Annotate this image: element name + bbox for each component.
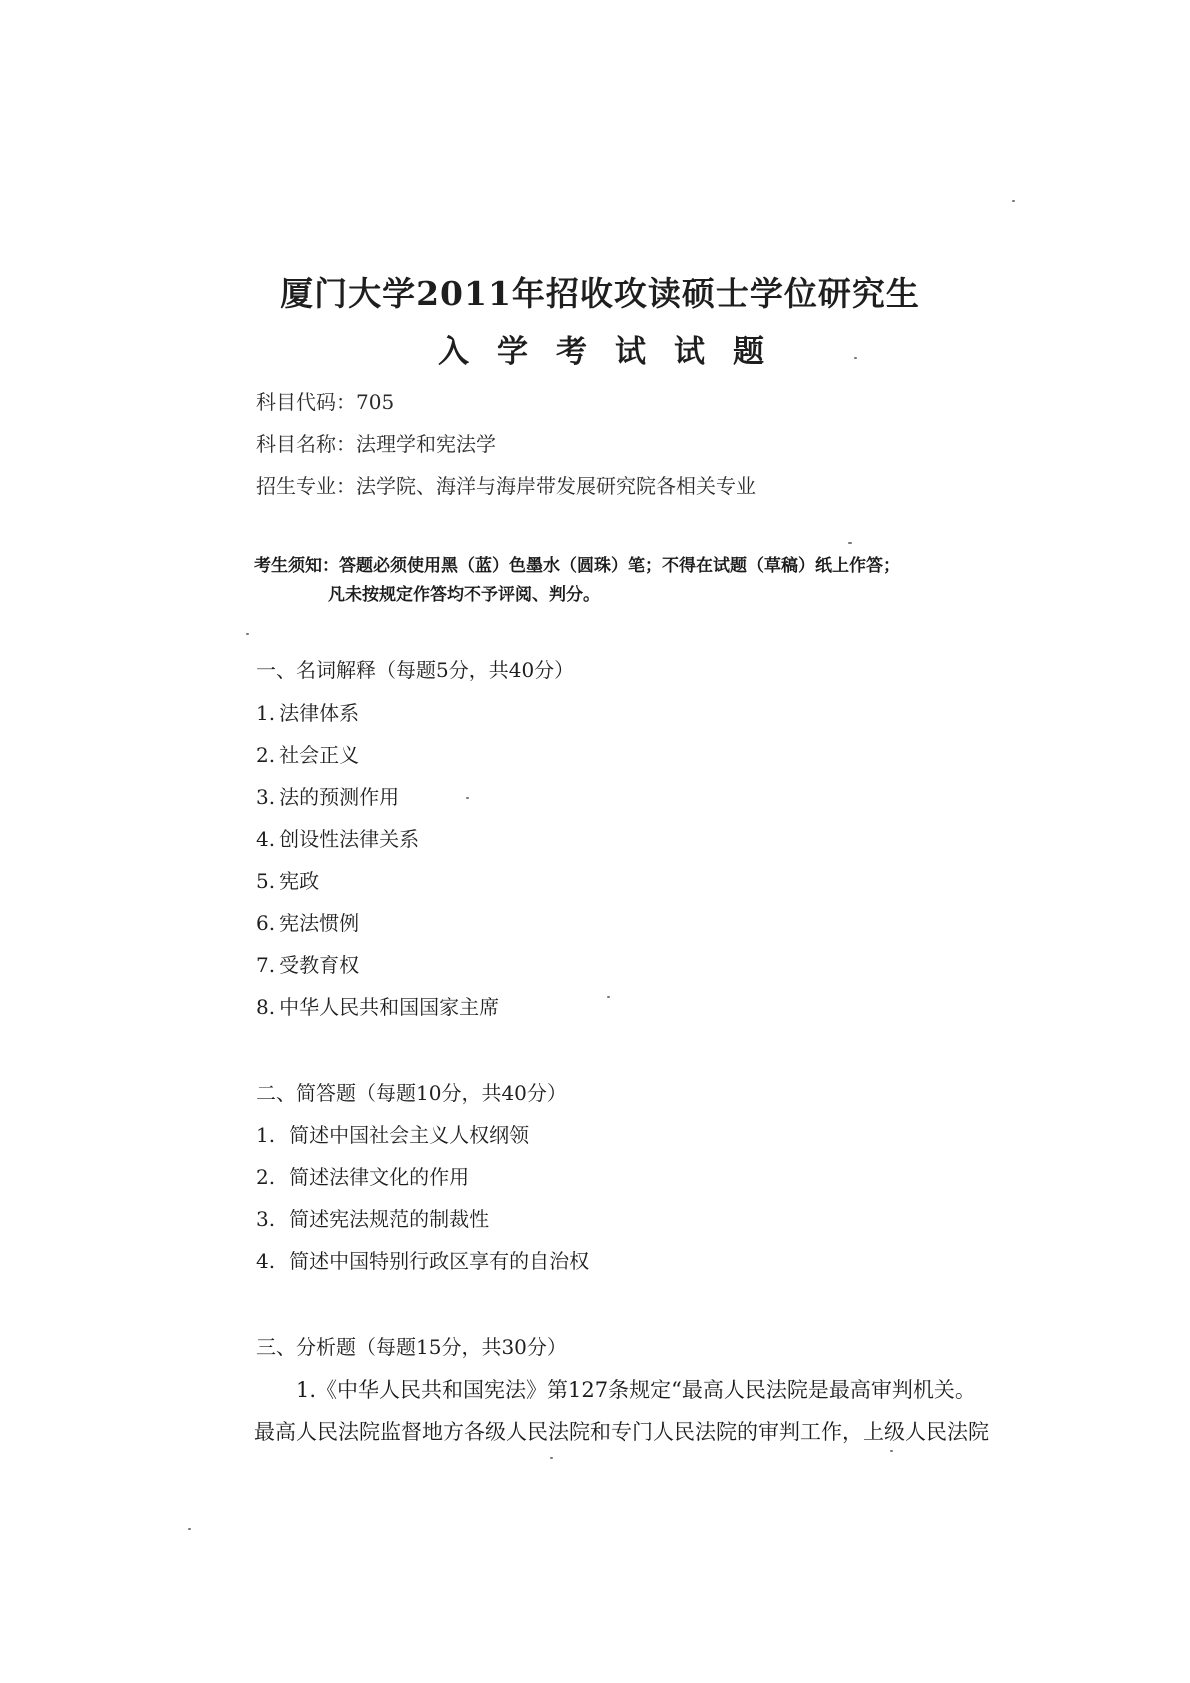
notice-line-1: 考生须知：答题必须使用黑（蓝）色墨水（圆珠）笔；不得在试题（草稿）纸上作答； xyxy=(254,556,900,576)
item-text: 受教育权 xyxy=(279,953,360,977)
item-number: 2. xyxy=(256,1165,276,1189)
item-text: 中华人民共和国国家主席 xyxy=(279,995,500,1019)
subject-code xyxy=(256,386,394,415)
list-item xyxy=(256,823,419,852)
subject-code-value: 705 xyxy=(356,390,395,414)
list-item xyxy=(256,1203,489,1232)
item-number: 3. xyxy=(256,785,276,809)
item-text: 简述法律文化的作用 xyxy=(289,1165,470,1189)
item-number: 4. xyxy=(256,1249,276,1273)
scan-speck xyxy=(890,1450,893,1452)
list-item xyxy=(256,865,319,894)
item-number: 7. xyxy=(256,953,276,977)
item-text: 宪政 xyxy=(279,869,320,893)
list-item xyxy=(256,739,359,768)
enrollment-major xyxy=(256,470,756,499)
item-text: 简述宪法规范的制裁性 xyxy=(289,1207,490,1231)
item-text: 法律体系 xyxy=(279,701,360,725)
notice-line-2: 凡未按规定作答均不予评阅、判分。 xyxy=(328,585,600,605)
scan-speck xyxy=(848,542,852,544)
list-item xyxy=(256,949,359,978)
list-item xyxy=(256,991,499,1020)
scan-speck xyxy=(246,633,249,635)
list-item xyxy=(256,1161,469,1190)
scan-speck xyxy=(607,996,610,998)
list-item xyxy=(256,1245,589,1274)
item-text: 创设性法律关系 xyxy=(279,827,420,851)
enrollment-major-value: 法学院、海洋与海岸带发展研究院各相关专业 xyxy=(356,474,756,498)
item-text: 宪法惯例 xyxy=(279,911,360,935)
section1-heading: 一、名词解释（每题5分，共40分） xyxy=(256,658,575,682)
list-item xyxy=(256,697,359,726)
analysis-paragraph-line-1: 1.《中华人民共和国宪法》第127条规定“最高人民法院是最高审判机关。 xyxy=(296,1378,976,1402)
item-number: 4. xyxy=(256,827,276,851)
exam-subtitle: 入学考试试题 xyxy=(438,334,792,370)
scan-speck xyxy=(854,357,857,359)
item-text: 简述中国社会主义人权纲领 xyxy=(289,1123,530,1147)
subject-name-label: 科目名称： xyxy=(256,432,356,456)
item-number: 6. xyxy=(256,911,276,935)
section2-heading: 二、简答题（每题10分，共40分） xyxy=(256,1081,567,1105)
item-number: 3. xyxy=(256,1207,276,1231)
scan-speck xyxy=(466,797,469,799)
list-item xyxy=(256,1119,529,1148)
item-text: 法的预测作用 xyxy=(279,785,400,809)
scan-speck xyxy=(188,1528,191,1530)
subject-name xyxy=(256,428,496,457)
scan-speck xyxy=(1012,200,1015,202)
exam-title: 厦门大学2011年招收攻读硕士学位研究生 xyxy=(280,274,920,313)
subject-code-label: 科目代码： xyxy=(256,390,356,414)
item-text: 社会正义 xyxy=(279,743,360,767)
item-number: 1. xyxy=(256,701,276,725)
scan-speck xyxy=(550,1457,553,1459)
item-number: 1. xyxy=(256,1123,276,1147)
analysis-paragraph-line-2: 最高人民法院监督地方各级人民法院和专门人民法院的审判工作，上级人民法院 xyxy=(254,1420,989,1444)
item-number: 2. xyxy=(256,743,276,767)
list-item xyxy=(256,781,399,810)
list-item xyxy=(256,907,359,936)
item-number: 8. xyxy=(256,995,276,1019)
subject-name-value: 法理学和宪法学 xyxy=(356,432,496,456)
section3-heading: 三、分析题（每题15分，共30分） xyxy=(256,1335,567,1359)
enrollment-major-label: 招生专业： xyxy=(256,474,356,498)
item-number: 5. xyxy=(256,869,276,893)
item-text: 简述中国特别行政区享有的自治权 xyxy=(289,1249,590,1273)
